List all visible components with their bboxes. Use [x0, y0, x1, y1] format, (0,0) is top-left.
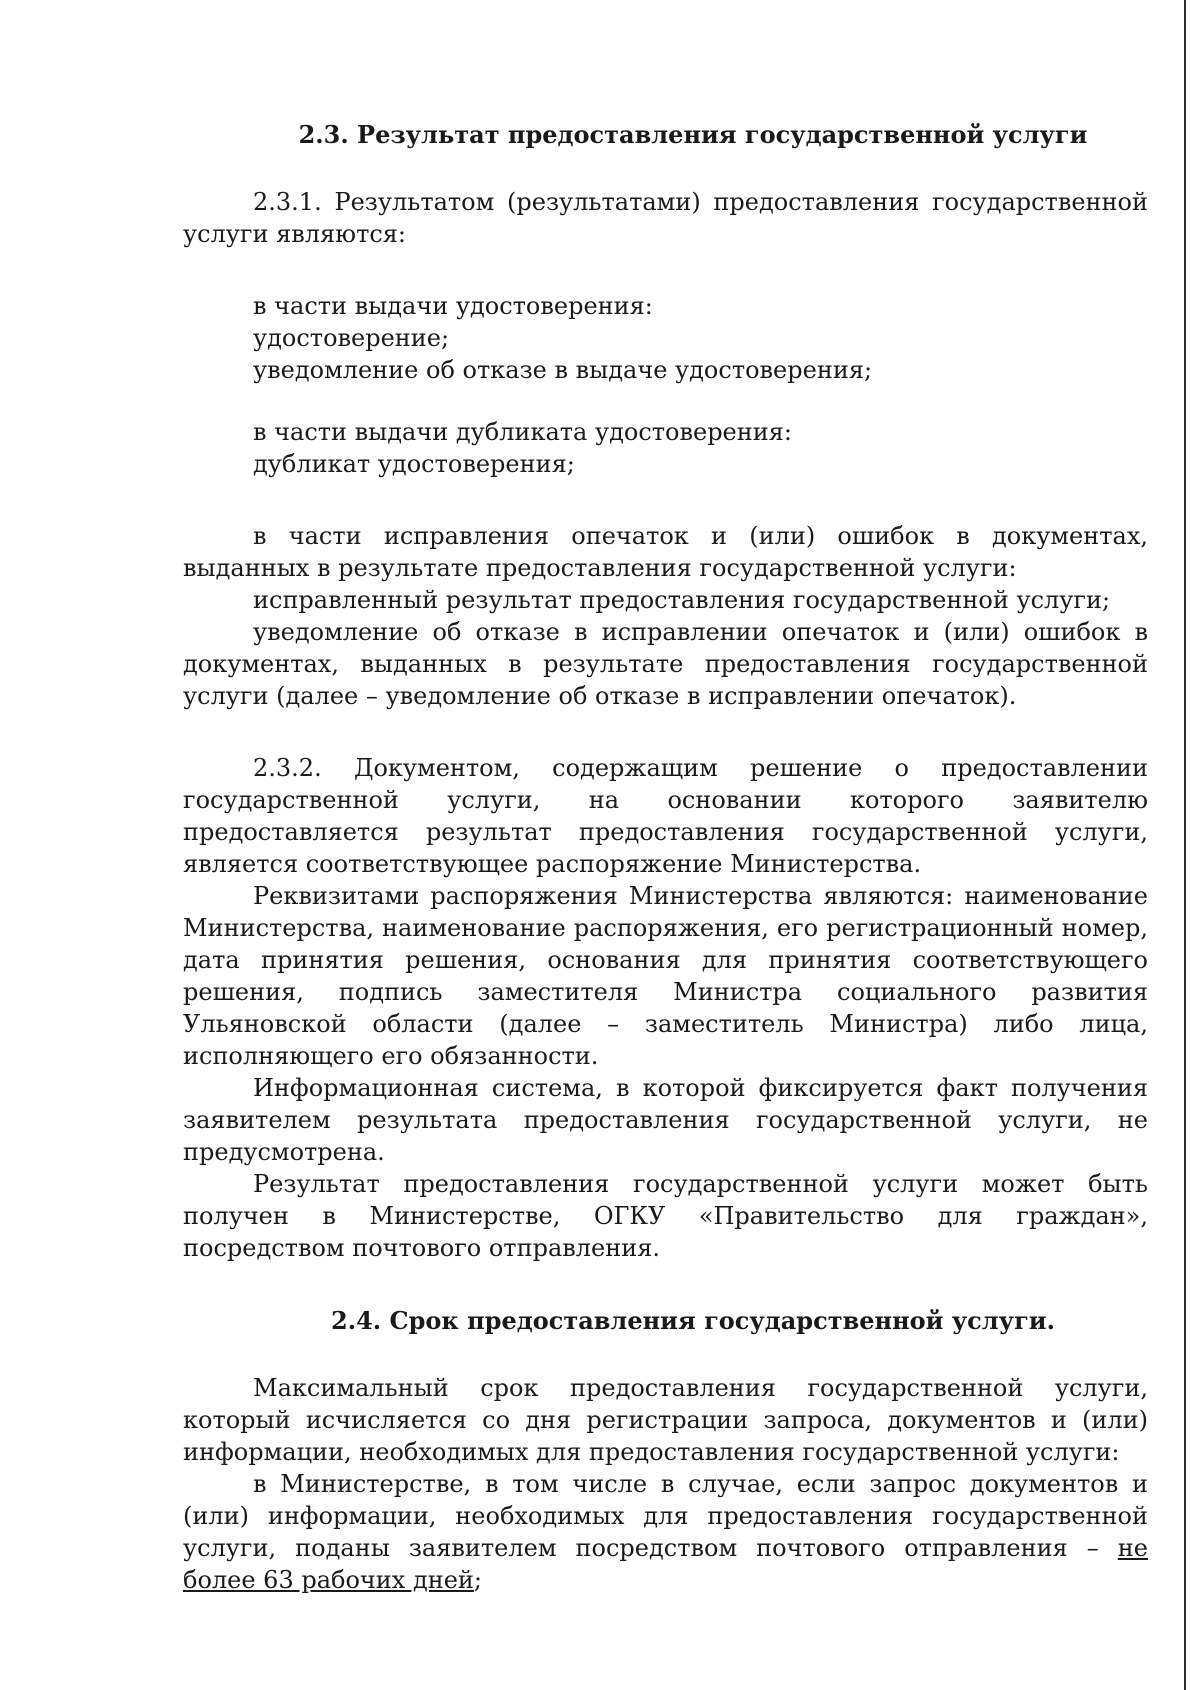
section-2-4-heading: 2.4. Срок предоставления государственной услуги. — [331, 1306, 1055, 1335]
paragraph-max-term: Максимальный срок предоставления государственной услуги, который исчисляется со дня регистрации запроса, документов и (или) информации, необходимых для предоставления государственной услуги: — [183, 1374, 1148, 1466]
paragraph-2-3-2: 2.3.2. Документом, содержащим решение о предоставлении государственной услуги, на основании которого заявителю предоставляется результат предоставления государственной услуги, является соответствующее распоряжение Министерства. — [183, 754, 1148, 878]
group-correction-item-2: уведомление об отказе в исправлении опечаток и (или) ошибок в документах, выданных в результате предоставления государственной услуги (далее – уведомление об отказе в исправлении опечаток). — [183, 618, 1148, 710]
paragraph-ministry-term — [183, 1468, 1148, 1596]
group-issue-title: в части выдачи удостоверения: — [253, 292, 653, 320]
section-2-3-heading: 2.3. Результат предоставления государственной услуги — [298, 120, 1088, 149]
group-duplicate-title: в части выдачи дубликата удостоверения: — [253, 418, 792, 446]
paragraph-requisites: Реквизитами распоряжения Министерства являются: наименование Министерства, наименование распоряжения, его регистрационный номер, дата принятия решения, основания для принятия соответствующего решения, подпись заместителя Министра социального развития Ульяновской области (далее – заместитель Министра) либо лица, исполняющего его обязанности. — [183, 882, 1148, 1070]
paragraph-2-3-1: 2.3.1. Результатом (результатами) предоставления государственной услуги являются: — [183, 188, 1148, 248]
document-content — [183, 118, 1148, 1596]
ministry-term-days: не более 63 рабочих дней — [183, 1534, 1148, 1594]
group-correction-item-1: исправленный результат предоставления государственной услуги; — [253, 586, 1111, 614]
group-issue-item-2: уведомление об отказе в выдаче удостоверения; — [253, 356, 873, 384]
group-duplicate-item-1: дубликат удостоверения; — [253, 450, 575, 478]
paragraph-result-place: Результат предоставления государственной услуги может быть получен в Министерстве, ОГКУ «Правительство для граждан», посредством почтового отправления. — [183, 1170, 1148, 1262]
ministry-term-prefix: в Министерстве, в том числе в случае, если запрос документов и (или) информации, необходимых для предоставления государственной услуги, поданы заявителем посредством почтового отправления – — [183, 1470, 1148, 1562]
scan-edge-line — [1184, 0, 1186, 1690]
group-issue-item-1: удостоверение; — [253, 324, 450, 352]
paragraph-info-system: Информационная система, в которой фиксируется факт получения заявителем результата предоставления государственной услуги, не предусмотрена. — [183, 1074, 1148, 1166]
ministry-term-suffix: ; — [473, 1566, 483, 1594]
group-correction-title: в части исправления опечаток и (или) ошибок в документах, выданных в результате предоставления государственной услуги: — [183, 522, 1148, 582]
